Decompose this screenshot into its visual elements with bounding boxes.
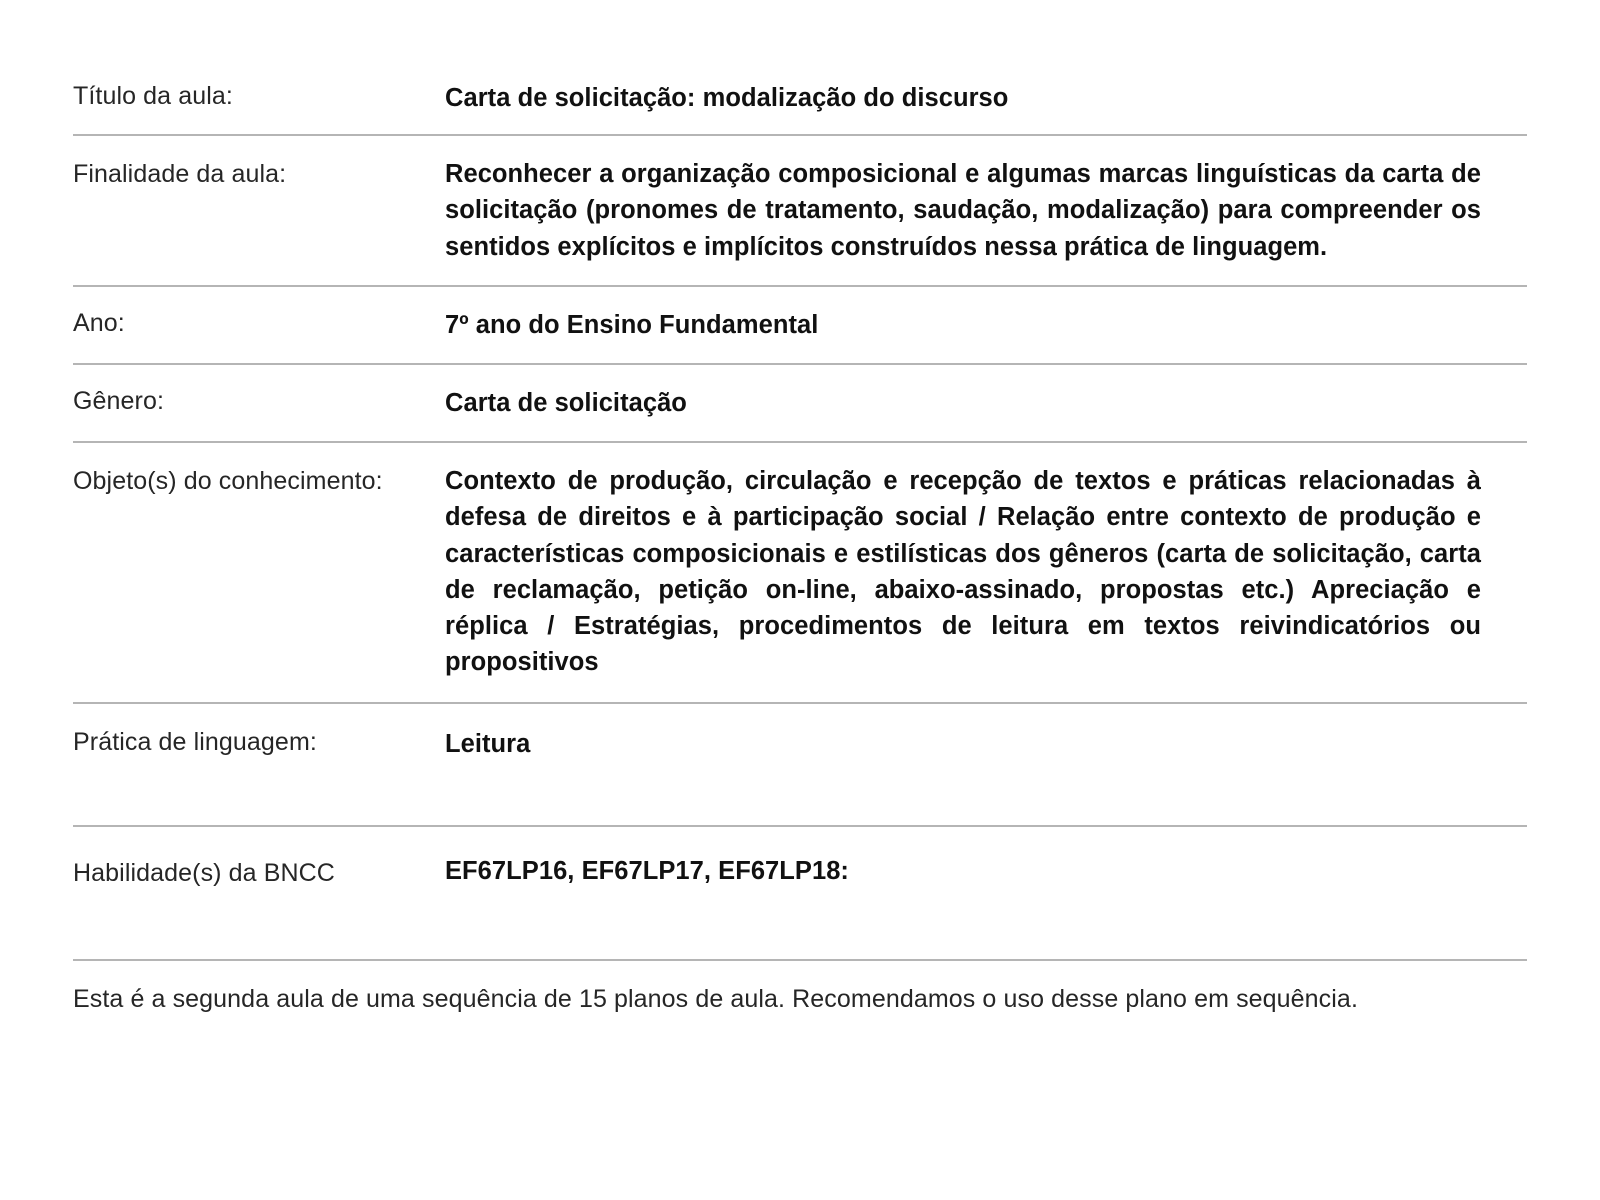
row-value-finalidade: Reconhecer a organização composicional e algumas marcas linguísticas da carta de solicitação (pronomes de tratamento, saudação, modalização) para compreender os sentidos explícitos e implícitos construídos nessa prática de linguagem. [445,160,1481,261]
table-row-finalidade [73,136,1527,285]
row-label-genero: Gênero: [73,387,165,416]
row-label-objeto-conhecimento: Objeto(s) do conhecimento: [73,467,383,496]
row-value-objeto-conhecimento: Contexto de produção, circulação e recepção de textos e práticas relacionadas à defesa de direitos e à participação social / Relação entre contexto de produção e características composicionais e estilísticas dos gêneros (carta de solicitação, carta de reclamação, petição on-line, abaixo-assinado, propostas etc.) Apreciação e réplica / Estratégias, procedimentos de leitura em textos reivindicatórios ou propositivos [445,467,1481,677]
row-label-titulo: Título da aula: [73,82,233,110]
lesson-plan-table [73,62,1527,1016]
sequence-note: Esta é a segunda aula de uma sequência de 15 planos de aula. Recomendamos o uso desse plano em sequência. [73,985,1358,1014]
row-label-habilidades-bncc: Habilidade(s) da BNCC [73,858,335,887]
row-value-habilidades-bncc: EF67LP16, EF67LP17, EF67LP18: [445,856,849,885]
row-label-ano: Ano: [73,308,125,337]
table-row-habilidades-bncc [73,827,1527,960]
table-row-genero [73,365,1527,441]
row-value-genero: Carta de solicitação [445,389,687,418]
table-row-titulo [73,62,1527,134]
table-row-ano [73,287,1527,363]
row-label-pratica-linguagem: Prática de linguagem: [73,728,317,757]
table-row-pratica-linguagem [73,704,1527,824]
row-value-ano: 7º ano do Ensino Fundamental [445,310,819,339]
row-value-pratica-linguagem: Leitura [445,730,531,759]
table-row-objeto-conhecimento [73,443,1527,702]
row-value-titulo: Carta de solicitação: modalização do discurso [445,84,1009,112]
row-label-finalidade: Finalidade da aula: [73,160,287,189]
